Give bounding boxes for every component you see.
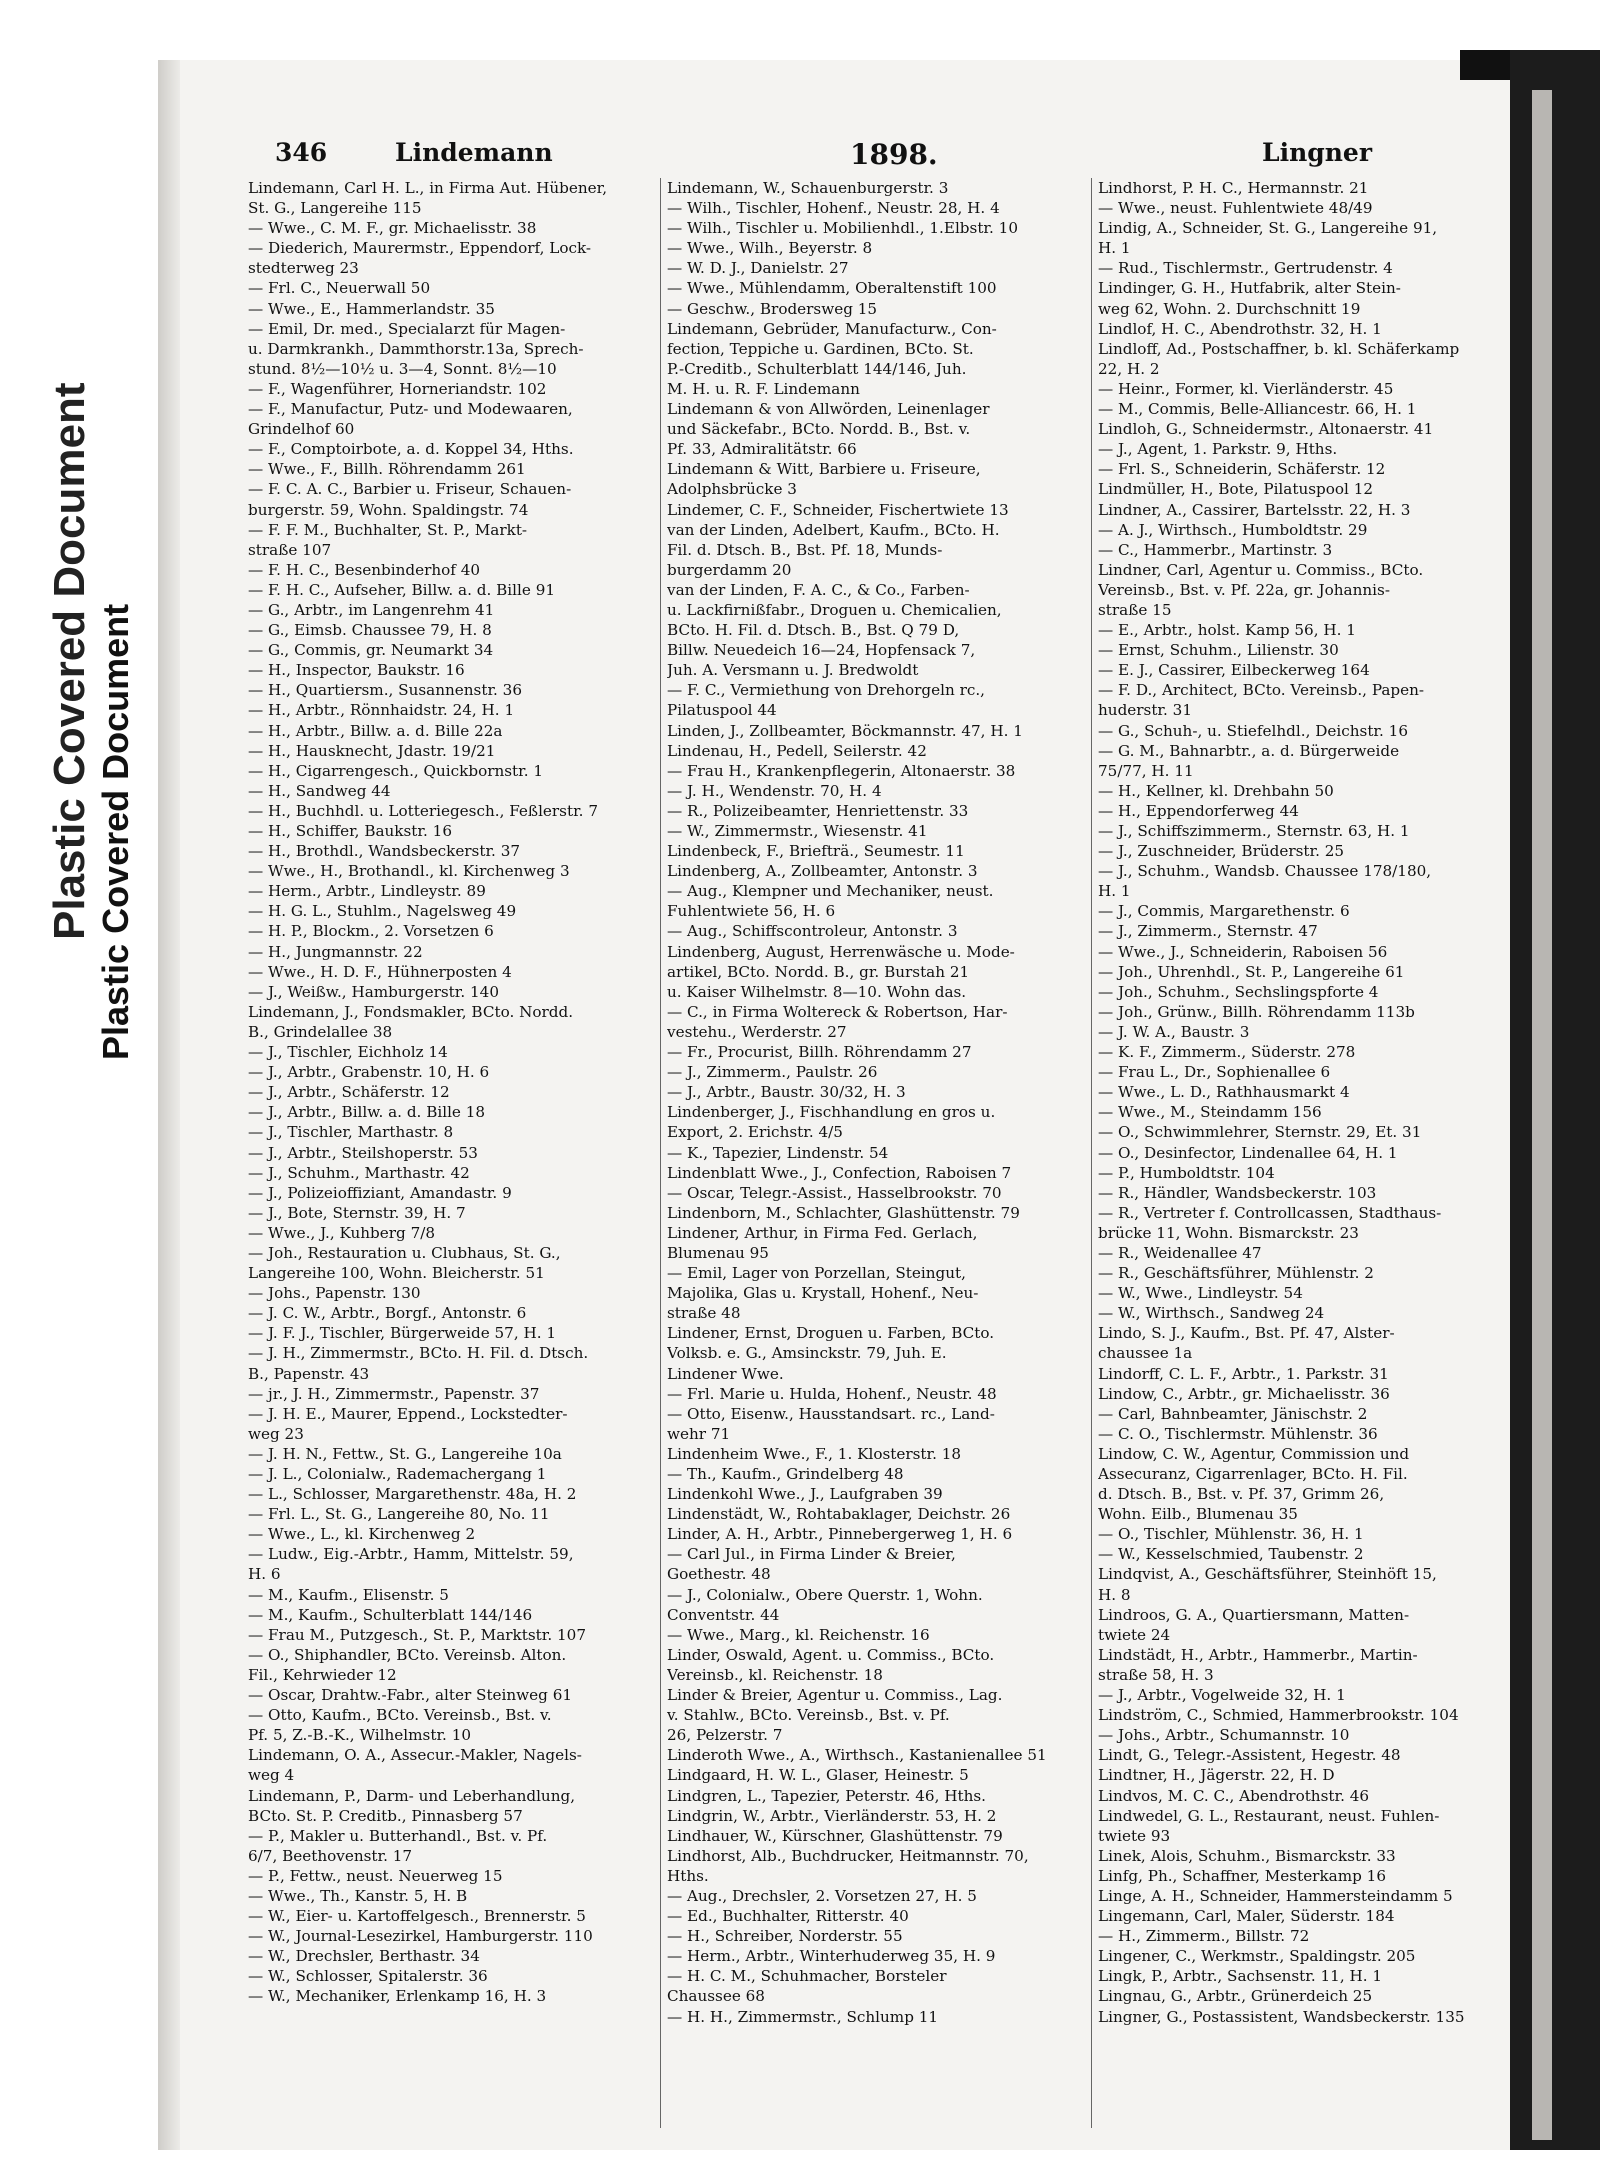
directory-entry: Lindhauer, W., Kürschner, Glashüttenstr. 79	[667, 1826, 1003, 1845]
directory-entry: — H., Schiffer, Baukstr. 16	[248, 822, 452, 840]
directory-entry: — Oscar, Drahtw.-Fabr., alter Steinweg 61	[248, 1686, 573, 1705]
directory-entry: Lindner, A., Cassirer, Bartelsstr. 22, H. 3	[1098, 500, 1411, 519]
directory-entry: — W., Wwe., Lindleystr. 54	[1098, 1284, 1303, 1303]
header-right-word: Lingner	[1262, 138, 1372, 167]
directory-entry: — jr., J. H., Zimmermstr., Papenstr. 37	[248, 1384, 540, 1403]
directory-entry: Vereinsb., kl. Reichenstr. 18	[667, 1665, 883, 1684]
directory-entry: straße 107	[248, 540, 332, 559]
directory-entry: u. Darmkrankh., Dammthorstr.13a, Sprech-	[248, 339, 584, 358]
directory-entry: huderstr. 31	[1098, 701, 1193, 720]
directory-entry: — Joh., Restauration u. Clubhaus, St. G.,	[248, 1243, 561, 1262]
directory-entry: — Wilh., Tischler, Hohenf., Neustr. 28, H. 4	[667, 199, 1000, 218]
directory-entry: — Ernst, Schuhm., Lilienstr. 30	[1098, 641, 1339, 660]
directory-entry: — W., Zimmermstr., Wiesenstr. 41	[667, 822, 928, 840]
directory-entry: — O., Tischler, Mühlenstr. 36, H. 1	[1098, 1525, 1364, 1544]
directory-entry: — Wwe., F., Billh. Röhrendamm 261	[248, 460, 526, 479]
directory-entry: Lindenborn, M., Schlachter, Glashüttenstr. 79	[667, 1203, 1020, 1222]
directory-entry: Lingnau, G., Arbtr., Grünerdeich 25	[1098, 1987, 1373, 2006]
column-2	[667, 178, 1087, 2027]
directory-entry: Linge, A. H., Schneider, Hammersteindamm 5	[1098, 1886, 1453, 1905]
directory-entry: — Geschw., Brodersweg 15	[667, 299, 878, 318]
directory-entry: Lindstädt, H., Arbtr., Hammerbr., Martin-	[1098, 1645, 1418, 1664]
directory-entry: Lindvos, M. C. C., Abendrothstr. 46	[1098, 1786, 1370, 1805]
directory-entry: Majolika, Glas u. Krystall, Hohenf., Neu-	[667, 1284, 979, 1303]
directory-entry: — Aug., Schiffscontroleur, Antonstr. 3	[667, 922, 958, 941]
directory-entry: van der Linden, Adelbert, Kaufm., BCto. H.	[667, 520, 1000, 539]
directory-entry: — M., Kaufm., Schulterblatt 144/146	[248, 1605, 533, 1624]
sidebar-label	[45, 383, 137, 1061]
directory-entry: — H., Cigarrengesch., Quickbornstr. 1	[248, 761, 544, 780]
directory-entry: — K. F., Zimmerm., Süderstr. 278	[1098, 1043, 1356, 1062]
directory-entry: — J., Weißw., Hamburgerstr. 140	[248, 982, 500, 1001]
directory-entry: — A. J., Wirthsch., Humboldtstr. 29	[1098, 520, 1368, 539]
directory-entry: — Wwe., M., Steindamm 156	[1098, 1103, 1322, 1122]
directory-entry: — Herm., Arbtr., Lindleystr. 89	[248, 882, 486, 901]
directory-entry: — R., Vertreter f. Controllcassen, Stadthaus-	[1098, 1203, 1442, 1222]
directory-entry: Pf. 33, Admiralitätstr. 66	[667, 440, 857, 459]
directory-entry: — J., Zuschneider, Brüderstr. 25	[1098, 842, 1345, 861]
directory-entry: — P., Makler u. Butterhandl., Bst. v. Pf.	[248, 1826, 548, 1845]
directory-entry: BCto. H. Fil. d. Dtsch. B., Bst. Q 79 D,	[667, 621, 960, 640]
directory-entry: — W., Schlosser, Spitalerstr. 36	[248, 1967, 488, 1986]
column-1	[248, 178, 648, 2007]
column-divider	[660, 178, 661, 2128]
directory-entry: — J., Agent, 1. Parkstr. 9, Hths.	[1098, 440, 1338, 459]
directory-entry: Lindenstädt, W., Rohtabaklager, Deichstr. 26	[667, 1505, 1011, 1524]
directory-entry: Lindenbeck, F., Briefträ., Seumestr. 11	[667, 842, 965, 861]
directory-entry: — J., Arbtr., Grabenstr. 10, H. 6	[248, 1063, 490, 1082]
directory-entry: Lindemann, P., Darm- und Leberhandlung,	[248, 1786, 576, 1805]
directory-entry: — Rud., Tischlermstr., Gertrudenstr. 4	[1098, 259, 1393, 278]
directory-entry: — R., Weidenallee 47	[1098, 1243, 1262, 1262]
directory-entry: St. G., Langereihe 115	[248, 199, 422, 218]
directory-entry: Export, 2. Erichstr. 4/5	[667, 1123, 843, 1142]
directory-entry: — Frl. L., St. G., Langereihe 80, No. 11	[248, 1505, 550, 1524]
directory-entry: twiete 93	[1098, 1826, 1171, 1845]
directory-entry: Blumenau 95	[667, 1243, 769, 1262]
directory-entry: Lindemann, J., Fondsmakler, BCto. Nordd.	[248, 1002, 574, 1021]
directory-entry: — C., Hammerbr., Martinstr. 3	[1098, 540, 1333, 559]
directory-entry: — Johs., Papenstr. 130	[248, 1284, 421, 1303]
directory-entry: — F., Wagenführer, Horneriandstr. 102	[248, 379, 547, 398]
directory-entry: — F. F. M., Buchhalter, St. P., Markt-	[248, 520, 528, 539]
directory-entry: stund. 8½—10½ u. 3—4, Sonnt. 8½—10	[248, 359, 557, 378]
header-year: 1898.	[850, 138, 938, 171]
directory-entry: Fuhlentwiete 56, H. 6	[667, 902, 836, 921]
directory-entry: — Wwe., Mühlendamm, Oberaltenstift 100	[667, 279, 997, 298]
directory-entry: — J. L., Colonialw., Rademachergang 1	[248, 1465, 547, 1483]
directory-entry: — J., Arbtr., Vogelweide 32, H. 1	[1098, 1686, 1346, 1705]
directory-entry: — G., Arbtr., im Langenrehm 41	[248, 600, 495, 619]
directory-entry: — W., Mechaniker, Erlenkamp 16, H. 3	[248, 1987, 547, 2006]
directory-entry: Lindmüller, H., Bote, Pilatuspool 12	[1098, 480, 1374, 499]
directory-entry: Pilatuspool 44	[667, 701, 777, 720]
directory-entry: 22, H. 2	[1098, 359, 1160, 378]
directory-entry: — E. J., Cassirer, Eilbeckerweg 164	[1098, 661, 1370, 680]
directory-entry: Lindgren, L., Tapezier, Peterstr. 46, Hths.	[667, 1786, 986, 1805]
directory-entry: u. Lackfirnißfabr., Droguen u. Chemicalien,	[667, 600, 1002, 619]
directory-entry: Lindow, C. W., Agentur, Commission und	[1098, 1444, 1410, 1463]
directory-entry: H. 1	[1098, 239, 1131, 258]
directory-entry: — W., Eier- u. Kartoffelgesch., Brennerstr. 5	[248, 1907, 586, 1926]
directory-entry: weg 62, Wohn. 2. Durchschnitt 19	[1098, 299, 1361, 318]
directory-entry: — H., Buchhdl. u. Lotteriegesch., Feßlerstr. 7	[248, 801, 598, 820]
directory-entry: Chaussee 68	[667, 1987, 765, 2006]
directory-entry: — H. C. M., Schuhmacher, Borsteler	[667, 1967, 947, 1986]
directory-entry: Goethestr. 48	[667, 1565, 771, 1584]
directory-entry: P.-Creditb., Schulterblatt 144/146, Juh.	[667, 359, 967, 378]
directory-entry: — O., Desinfector, Lindenallee 64, H. 1	[1098, 1143, 1398, 1162]
directory-entry: — F. C. A. C., Barbier u. Friseur, Schauen-	[248, 480, 572, 499]
directory-entry: Lingk, P., Arbtr., Sachsenstr. 11, H. 1	[1098, 1967, 1383, 1986]
directory-entry: Lindemann & von Allwörden, Leinenlager	[667, 400, 990, 419]
directory-entry: B., Papenstr. 43	[248, 1364, 370, 1383]
directory-entry: — J., Bote, Sternstr. 39, H. 7	[248, 1203, 466, 1222]
directory-entry: — Otto, Eisenw., Hausstandsart. rc., Land-	[667, 1404, 995, 1423]
directory-entry: H. 1	[1098, 882, 1131, 901]
directory-entry: — F., Manufactur, Putz- und Modewaaren,	[248, 400, 573, 419]
directory-entry: — F. D., Architect, BCto. Vereinsb., Papen-	[1098, 681, 1425, 700]
directory-entry: Juh. A. Versmann u. J. Bredwoldt	[667, 661, 919, 680]
directory-entry: B., Grindelallee 38	[248, 1022, 393, 1041]
directory-entry: stedterweg 23	[248, 259, 359, 278]
directory-entry: Volksb. e. G., Amsinckstr. 79, Juh. E.	[667, 1344, 947, 1363]
column-3	[1098, 178, 1493, 2027]
directory-entry: — P., Humboldtstr. 104	[1098, 1163, 1275, 1182]
directory-entry: — H., Quartiersm., Susannenstr. 36	[248, 681, 523, 700]
directory-entry: Linder, Oswald, Agent. u. Commiss., BCto.	[667, 1645, 995, 1664]
directory-entry: Lindström, C., Schmied, Hammerbrookstr. 104	[1098, 1706, 1459, 1725]
directory-entry: — Heinr., Former, kl. Vierländerstr. 45	[1098, 379, 1394, 398]
directory-entry: — Wwe., H., Brothandl., kl. Kirchenweg 3	[248, 862, 570, 881]
directory-entry: Lindinger, G. H., Hutfabrik, alter Stein-	[1098, 279, 1401, 298]
directory-entry: — Frl. C., Neuerwall 50	[248, 279, 431, 298]
directory-entry: — H., Schreiber, Norderstr. 55	[667, 1927, 903, 1946]
directory-entry: Conventstr. 44	[667, 1605, 780, 1624]
directory-entry: Lindgrin, W., Arbtr., Vierländerstr. 53, H. 2	[667, 1806, 997, 1825]
directory-entry: Lindenblatt Wwe., J., Confection, Raboisen 7	[667, 1163, 1012, 1182]
directory-entry: — R., Händler, Wandsbeckerstr. 103	[1098, 1183, 1377, 1202]
directory-entry: Lindlof, H. C., Abendrothstr. 32, H. 1	[1098, 319, 1382, 338]
directory-entry: Lindqvist, A., Geschäftsführer, Steinhöft 15,	[1098, 1565, 1437, 1584]
directory-entry: — H., Arbtr., Billw. a. d. Bille 22a	[248, 721, 503, 740]
directory-entry: — W. D. J., Danielstr. 27	[667, 259, 849, 278]
directory-entry: — L., Schlosser, Margarethenstr. 48a, H. 2	[248, 1485, 577, 1504]
directory-entry: Linder & Breier, Agentur u. Commiss., Lag.	[667, 1686, 1003, 1705]
directory-entry: 6/7, Beethovenstr. 17	[248, 1846, 413, 1865]
directory-entry: — Frl. S., Schneiderin, Schäferstr. 12	[1098, 460, 1386, 479]
directory-entry: — Wwe., H. D. F., Hühnerposten 4	[248, 962, 512, 981]
directory-entry: Wohn. Eilb., Blumenau 35	[1098, 1505, 1298, 1524]
directory-entry: Lindemann & Witt, Barbiere u. Friseure,	[667, 460, 981, 479]
directory-entry: Lindener Wwe.	[667, 1364, 784, 1383]
directory-entry: chaussee 1a	[1098, 1344, 1193, 1363]
directory-entry: Pf. 5, Z.-B.-K., Wilhelmstr. 10	[248, 1726, 472, 1745]
directory-entry: — Wwe., J., Schneiderin, Raboisen 56	[1098, 942, 1388, 961]
directory-entry: — Ed., Buchhalter, Ritterstr. 40	[667, 1907, 909, 1926]
page-number: 346	[275, 138, 328, 167]
sidebar	[0, 0, 150, 2177]
directory-entry: — J. C. W., Arbtr., Borgf., Antonstr. 6	[248, 1304, 527, 1323]
directory-entry: — Wwe., L. D., Rathhausmarkt 4	[1098, 1083, 1350, 1102]
directory-entry: Lindhorst, Alb., Buchdrucker, Heitmannstr. 70,	[667, 1846, 1029, 1865]
directory-entry: straße 58, H. 3	[1098, 1665, 1214, 1684]
directory-entry: Lindwedel, G. L., Restaurant, neust. Fuhlen-	[1098, 1806, 1440, 1825]
directory-entry: Hths.	[667, 1866, 709, 1885]
directory-entry: — Emil, Dr. med., Specialarzt für Magen-	[248, 319, 566, 338]
directory-entry: Lindenberg, August, Herrenwäsche u. Mode-	[667, 942, 1015, 961]
directory-entry: — J., Tischler, Marthastr. 8	[248, 1123, 454, 1142]
directory-entry: — H. G. L., Stuhlm., Nagelsweg 49	[248, 902, 517, 921]
directory-entry: Linderoth Wwe., A., Wirthsch., Kastanienallee 51	[667, 1746, 1047, 1765]
directory-entry: — H., Hausknecht, Jdastr. 19/21	[248, 741, 496, 760]
directory-entry: und Säckefabr., BCto. Nordd. B., Bst. v.	[667, 420, 971, 439]
directory-entry: — Aug., Drechsler, 2. Vorsetzen 27, H. 5	[667, 1886, 977, 1905]
directory-entry: Lindenau, H., Pedell, Seilerstr. 42	[667, 741, 927, 760]
directory-entry: burgerdamm 20	[667, 560, 792, 579]
directory-entry: — J. F. J., Tischler, Bürgerweide 57, H. 1	[248, 1324, 557, 1343]
directory-entry: — Wilh., Tischler u. Mobilienhdl., 1.Elbstr. 10	[667, 219, 1019, 238]
directory-entry: — J. H., Wendenstr. 70, H. 4	[667, 781, 882, 800]
directory-entry: brücke 11, Wohn. Bismarckstr. 23	[1098, 1223, 1359, 1242]
directory-entry: — J., Arbtr., Billw. a. d. Bille 18	[248, 1103, 486, 1122]
directory-entry: — E., Arbtr., holst. Kamp 56, H. 1	[1098, 621, 1356, 640]
directory-entry: — W., Kesselschmied, Taubenstr. 2	[1098, 1545, 1364, 1564]
directory-entry: — H., Sandweg 44	[248, 781, 391, 800]
directory-entry: — P., Fettw., neust. Neuerweg 15	[248, 1866, 503, 1885]
directory-entry: — R., Geschäftsführer, Mühlenstr. 2	[1098, 1264, 1374, 1283]
directory-entry: v. Stahlw., BCto. Vereinsb., Bst. v. Pf.	[667, 1706, 950, 1725]
directory-entry: Lindt, G., Telegr.-Assistent, Hegestr. 48	[1098, 1746, 1401, 1765]
directory-entry: Lindroos, G. A., Quartiersmann, Matten-	[1098, 1605, 1410, 1624]
directory-entry: — H., Inspector, Baukstr. 16	[248, 661, 465, 680]
directory-entry: — J., Polizeioffiziant, Amandastr. 9	[248, 1183, 512, 1202]
directory-entry: Linek, Alois, Schuhm., Bismarckstr. 33	[1098, 1846, 1396, 1865]
directory-entry: Lindemann, Carl H. L., in Firma Aut. Hübener,	[248, 179, 608, 197]
directory-entry: — Wwe., neust. Fuhlentwiete 48/49	[1098, 199, 1373, 218]
directory-entry: — Emil, Lager von Porzellan, Steingut,	[667, 1264, 966, 1283]
directory-entry: — W., Wirthsch., Sandweg 24	[1098, 1304, 1325, 1323]
directory-entry: — Frl. Marie u. Hulda, Hohenf., Neustr. 48	[667, 1384, 997, 1403]
directory-entry: — C., in Firma Woltereck & Robertson, Har-	[667, 1002, 1008, 1021]
directory-entry: — Joh., Grünw., Billh. Röhrendamm 113b	[1098, 1002, 1415, 1021]
directory-entry: Lindo, S. J., Kaufm., Bst. Pf. 47, Alster-	[1098, 1324, 1395, 1343]
directory-entry: — J., Zimmerm., Paulstr. 26	[667, 1063, 878, 1082]
directory-entry: — H., Kellner, kl. Drehbahn 50	[1098, 781, 1334, 800]
directory-entry: — J., Arbtr., Baustr. 30/32, H. 3	[667, 1083, 906, 1102]
sidebar-label-line2: Plastic Covered Document	[95, 603, 136, 1060]
directory-entry: Lindloff, Ad., Postschaffner, b. kl. Schäferkamp	[1098, 339, 1460, 358]
directory-entry: Lindhorst, P. H. C., Hermannstr. 21	[1098, 179, 1369, 197]
directory-entry: — R., Polizeibeamter, Henriettenstr. 33	[667, 801, 969, 820]
directory-entry: — H., Zimmerm., Billstr. 72	[1098, 1927, 1310, 1946]
directory-entry: weg 23	[248, 1424, 304, 1443]
directory-entry: — J. H. N., Fettw., St. G., Langereihe 10a	[248, 1444, 562, 1463]
directory-entry: d. Dtsch. B., Bst. v. Pf. 37, Grimm 26,	[1098, 1485, 1385, 1504]
directory-entry: H. 6	[248, 1565, 281, 1584]
directory-entry: Assecuranz, Cigarrenlager, BCto. H. Fil.	[1098, 1465, 1408, 1483]
directory-entry: — M., Commis, Belle-Alliancestr. 66, H. 1	[1098, 400, 1417, 419]
directory-entry: wehr 71	[667, 1424, 731, 1443]
directory-entry: Lindemann, Gebrüder, Manufacturw., Con-	[667, 319, 997, 338]
directory-entry: — H., Brothdl., Wandsbeckerstr. 37	[248, 842, 521, 861]
directory-entry: — Joh., Schuhm., Sechslingspforte 4	[1098, 982, 1379, 1001]
scan-edge-right	[1510, 50, 1600, 2150]
directory-entry: Linfg, Ph., Schaffner, Mesterkamp 16	[1098, 1866, 1386, 1885]
directory-entry: — Wwe., L., kl. Kirchenweg 2	[248, 1525, 476, 1544]
directory-entry: straße 48	[667, 1304, 741, 1323]
directory-entry: — Carl Jul., in Firma Linder & Breier,	[667, 1545, 956, 1564]
directory-entry: — Wwe., C. M. F., gr. Michaelisstr. 38	[248, 219, 537, 238]
directory-entry: vestehu., Werderstr. 27	[667, 1022, 847, 1041]
directory-entry: Lindgaard, H. W. L., Glaser, Heinestr. 5	[667, 1766, 969, 1785]
directory-entry: — J. H., Zimmermstr., BCto. H. Fil. d. Dtsch.	[248, 1344, 589, 1363]
directory-entry: Fil., Kehrwieder 12	[248, 1665, 397, 1684]
directory-entry: Lindenkohl Wwe., J., Laufgraben 39	[667, 1485, 943, 1504]
directory-entry: — Joh., Uhrenhdl., St. P., Langereihe 61	[1098, 962, 1405, 981]
directory-entry: — Otto, Kaufm., BCto. Vereinsb., Bst. v.	[248, 1706, 552, 1725]
directory-entry: Lingener, C., Werkmstr., Spaldingstr. 205	[1098, 1947, 1416, 1966]
directory-entry: — J., Arbtr., Schäferstr. 12	[248, 1083, 450, 1102]
directory-entry: — Wwe., Marg., kl. Reichenstr. 16	[667, 1625, 930, 1644]
directory-entry: — Frau L., Dr., Sophienallee 6	[1098, 1063, 1331, 1082]
directory-entry: — Diederich, Maurermstr., Eppendorf, Lock-	[248, 239, 592, 258]
directory-entry: Lindenberg, A., Zollbeamter, Antonstr. 3	[667, 862, 978, 881]
directory-entry: — J., Arbtr., Steilshoperstr. 53	[248, 1143, 478, 1162]
directory-entry: burgerstr. 59, Wohn. Spaldingstr. 74	[248, 500, 529, 519]
sidebar-label-line1: Plastic Covered Document	[45, 382, 94, 940]
directory-entry: Lindemann, W., Schauenburgerstr. 3	[667, 179, 949, 197]
directory-entry: — Th., Kaufm., Grindelberg 48	[667, 1465, 904, 1483]
directory-entry: — Herm., Arbtr., Winterhuderweg 35, H. 9	[667, 1947, 996, 1966]
directory-entry: — M., Kaufm., Elisenstr. 5	[248, 1585, 449, 1604]
directory-entry: Linden, J., Zollbeamter, Böckmannstr. 47, H. 1	[667, 721, 1023, 740]
directory-entry: — Frau M., Putzgesch., St. P., Marktstr. 107	[248, 1625, 586, 1644]
directory-entry: Lingner, G., Postassistent, Wandsbeckerstr. 135	[1098, 2007, 1465, 2026]
directory-entry: M. H. u. R. F. Lindemann	[667, 379, 860, 398]
page-binding-shadow	[158, 60, 180, 2150]
directory-entry: — G., Eimsb. Chaussee 79, H. 8	[248, 621, 492, 640]
directory-entry: — Ludw., Eig.-Arbtr., Hamm, Mittelstr. 59,	[248, 1545, 574, 1564]
directory-entry: — O., Shiphandler, BCto. Vereinsb. Alton.	[248, 1645, 567, 1664]
directory-entry: Lindener, Ernst, Droguen u. Farben, BCto.	[667, 1324, 995, 1343]
directory-entry: Langereihe 100, Wohn. Bleicherstr. 51	[248, 1264, 545, 1283]
directory-entry: — F. C., Vermiethung von Drehorgeln rc.,	[667, 681, 986, 700]
column-divider	[1091, 178, 1092, 2128]
directory-entry: Adolphsbrücke 3	[667, 480, 797, 499]
directory-entry: — J., Colonialw., Obere Querstr. 1, Wohn.	[667, 1585, 983, 1604]
directory-entry: 26, Pelzerstr. 7	[667, 1726, 783, 1745]
directory-entry: — F. H. C., Besenbinderhof 40	[248, 560, 481, 579]
directory-entry: — H., Arbtr., Rönnhaidstr. 24, H. 1	[248, 701, 515, 720]
directory-entry: — J., Tischler, Eichholz 14	[248, 1043, 448, 1062]
directory-entry: twiete 24	[1098, 1625, 1171, 1644]
directory-entry: — Wwe., J., Kuhberg 7/8	[248, 1223, 436, 1242]
directory-entry: — G., Commis, gr. Neumarkt 34	[248, 641, 494, 660]
directory-entry: Lindemann, O. A., Assecur.-Makler, Nagels-	[248, 1746, 582, 1765]
directory-entry: — Fr., Procurist, Billh. Röhrendamm 27	[667, 1043, 972, 1062]
header-left-word: Lindemann	[395, 138, 553, 167]
directory-entry: Billw. Neuedeich 16—24, Hopfensack 7,	[667, 641, 976, 660]
directory-entry: Lindtner, H., Jägerstr. 22, H. D	[1098, 1766, 1335, 1785]
directory-entry: — Wwe., E., Hammerlandstr. 35	[248, 299, 495, 318]
directory-entry: u. Kaiser Wilhelmstr. 8—10. Wohn das.	[667, 982, 967, 1001]
directory-entry: — Carl, Bahnbeamter, Jänischstr. 2	[1098, 1404, 1368, 1423]
directory-entry: — C. O., Tischlermstr. Mühlenstr. 36	[1098, 1424, 1378, 1443]
directory-entry: — Frau H., Krankenpflegerin, Altonaerstr. 38	[667, 761, 1016, 780]
directory-entry: — Johs., Arbtr., Schumannstr. 10	[1098, 1726, 1350, 1745]
directory-entry: Lindow, C., Arbtr., gr. Michaelisstr. 36	[1098, 1384, 1390, 1403]
directory-entry: Grindelhof 60	[248, 420, 355, 439]
directory-entry: — J., Commis, Margarethenstr. 6	[1098, 902, 1350, 921]
directory-entry: Lindner, Carl, Agentur u. Commiss., BCto.	[1098, 560, 1424, 579]
directory-entry: 75/77, H. 11	[1098, 761, 1194, 780]
directory-entry: Lindener, Arthur, in Firma Fed. Gerlach,	[667, 1223, 978, 1242]
directory-entry: BCto. St. P. Creditb., Pinnasberg 57	[248, 1806, 523, 1825]
directory-entry: straße 15	[1098, 600, 1172, 619]
directory-entry: Lindorff, C. L. F., Arbtr., 1. Parkstr. 31	[1098, 1364, 1389, 1383]
directory-entry: — O., Schwimmlehrer, Sternstr. 29, Et. 31	[1098, 1123, 1422, 1142]
directory-entry: — H., Jungmannstr. 22	[248, 942, 423, 961]
directory-entry: — Oscar, Telegr.-Assist., Hasselbrookstr. 70	[667, 1183, 1002, 1202]
directory-entry: Linder, A. H., Arbtr., Pinnebergerweg 1, H. 6	[667, 1525, 1013, 1544]
directory-entry: Lingemann, Carl, Maler, Süderstr. 184	[1098, 1907, 1395, 1926]
directory-entry: Lindemer, C. F., Schneider, Fischertwiete 13	[667, 500, 1009, 519]
directory-entry: — W., Journal-Lesezirkel, Hamburgerstr. 110	[248, 1927, 593, 1946]
directory-entry: — J., Schuhm., Marthastr. 42	[248, 1163, 470, 1182]
directory-entry: — H. H., Zimmermstr., Schlump 11	[667, 2007, 939, 2026]
directory-entry: H. 8	[1098, 1585, 1131, 1604]
directory-entry: — G. M., Bahnarbtr., a. d. Bürgerweide	[1098, 741, 1400, 760]
directory-entry: — J., Zimmerm., Sternstr. 47	[1098, 922, 1318, 941]
directory-entry: — J., Schiffszimmerm., Sternstr. 63, H. 1	[1098, 822, 1410, 840]
directory-entry: Lindenberger, J., Fischhandlung en gros u.	[667, 1103, 996, 1122]
directory-entry: — H., Eppendorferweg 44	[1098, 801, 1299, 820]
directory-entry: — H. P., Blockm., 2. Vorsetzen 6	[248, 922, 494, 941]
directory-entry: — W., Drechsler, Berthastr. 34	[248, 1947, 480, 1966]
directory-entry: — J. W. A., Baustr. 3	[1098, 1022, 1250, 1041]
directory-entry: Fil. d. Dtsch. B., Bst. Pf. 18, Munds-	[667, 540, 943, 559]
directory-entry: Lindenheim Wwe., F., 1. Klosterstr. 18	[667, 1444, 962, 1463]
directory-entry: van der Linden, F. A. C., & Co., Farben-	[667, 580, 970, 599]
directory-entry: — K., Tapezier, Lindenstr. 54	[667, 1143, 889, 1162]
directory-entry: Vereinsb., Bst. v. Pf. 22a, gr. Johannis-	[1098, 580, 1390, 599]
directory-entry: — Wwe., Wilh., Beyerstr. 8	[667, 239, 873, 258]
directory-entry: — F. H. C., Aufseher, Billw. a. d. Bille 91	[248, 580, 556, 599]
directory-entry: — J. H. E., Maurer, Eppend., Lockstedter-	[248, 1404, 568, 1423]
directory-entry: — Aug., Klempner und Mechaniker, neust.	[667, 882, 994, 901]
directory-entry: weg 4	[248, 1766, 295, 1785]
page-edge-strip	[1532, 90, 1552, 2140]
directory-entry: Lindig, A., Schneider, St. G., Langereihe 91,	[1098, 219, 1438, 238]
directory-entry: fection, Teppiche u. Gardinen, BCto. St.	[667, 339, 974, 358]
directory-entry: — Wwe., Th., Kanstr. 5, H. B	[248, 1886, 468, 1905]
directory-entry: — F., Comptoirbote, a. d. Koppel 34, Hths.	[248, 440, 574, 459]
directory-entry: Lindloh, G., Schneidermstr., Altonaerstr. 41	[1098, 420, 1434, 439]
directory-entry: — G., Schuh-, u. Stiefelhdl., Deichstr. 16	[1098, 721, 1409, 740]
directory-entry: — J., Schuhm., Wandsb. Chaussee 178/180,	[1098, 862, 1432, 881]
directory-entry: artikel, BCto. Nordd. B., gr. Burstah 21	[667, 962, 970, 981]
